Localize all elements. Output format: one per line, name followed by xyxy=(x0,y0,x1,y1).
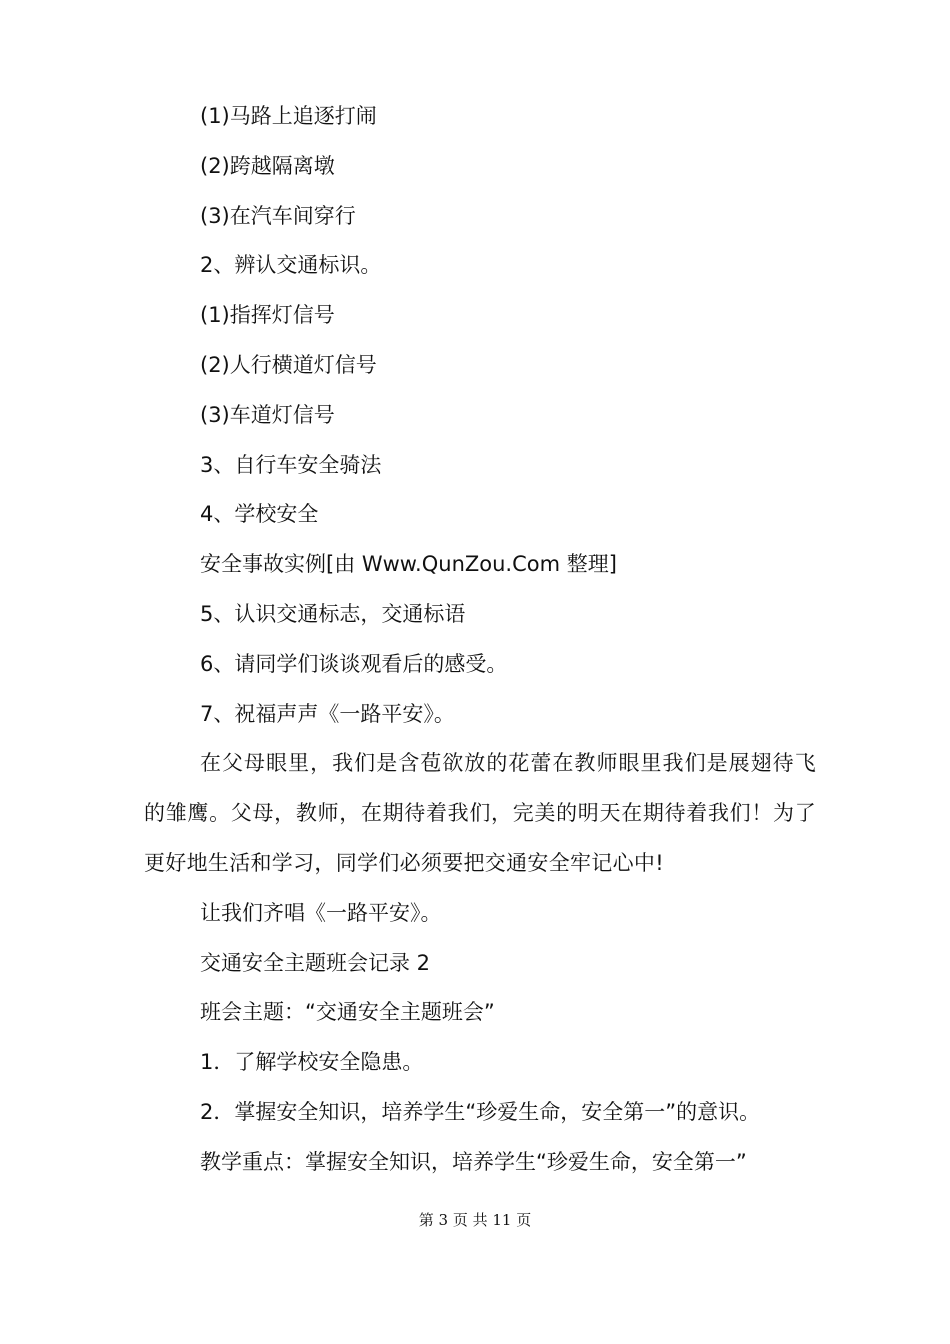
body-paragraph: 在父母眼里，我们是含苞欲放的花蕾在教师眼里我们是展翅待飞的雏鹰。父母，教师，在期待着我们，完美的明天在期待着我们！为了更好地生活和学习，同学们必须要把交通安全牢记心中! xyxy=(144,751,816,875)
text-line: 安全事故实例[由 Www.QunZou.Com 整理] xyxy=(200,552,617,577)
page-footer: 第 3 页 共 11 页 xyxy=(418,1211,532,1229)
text-line: (3)车道灯信号 xyxy=(200,402,335,427)
text-line: 1．了解学校安全隐患。 xyxy=(200,1050,424,1075)
text-line: 2、辨认交通标识。 xyxy=(200,253,382,278)
text-line: 5、认识交通标志，交通标语 xyxy=(200,601,466,626)
text-line: 7、祝福声声《一路平安》。 xyxy=(200,701,455,726)
text-line: 6、请同学们谈谈观看后的感受。 xyxy=(200,651,508,676)
text-line: 班会主题：“交通安全主题班会” xyxy=(200,1000,495,1025)
section-heading: 交通安全主题班会记录 2 xyxy=(200,950,431,975)
text-line: 让我们齐唱《一路平安》。 xyxy=(200,900,442,925)
document-body xyxy=(144,92,816,1188)
text-line: 教学重点：掌握安全知识，培养学生“珍爱生命，安全第一” xyxy=(200,1149,747,1174)
text-line: (2)跨越隔离墩 xyxy=(200,153,335,178)
text-line: (3)在汽车间穿行 xyxy=(200,203,356,228)
text-line: (1)指挥灯信号 xyxy=(200,303,335,328)
text-line: 4、学校安全 xyxy=(200,502,319,527)
text-line: 3、自行车安全骑法 xyxy=(200,452,382,477)
text-line: 2．掌握安全知识，培养学生“珍爱生命，安全第一”的意识。 xyxy=(200,1099,761,1124)
text-line: (2)人行横道灯信号 xyxy=(200,352,377,377)
text-line: (1)马路上追逐打闹 xyxy=(200,104,377,128)
